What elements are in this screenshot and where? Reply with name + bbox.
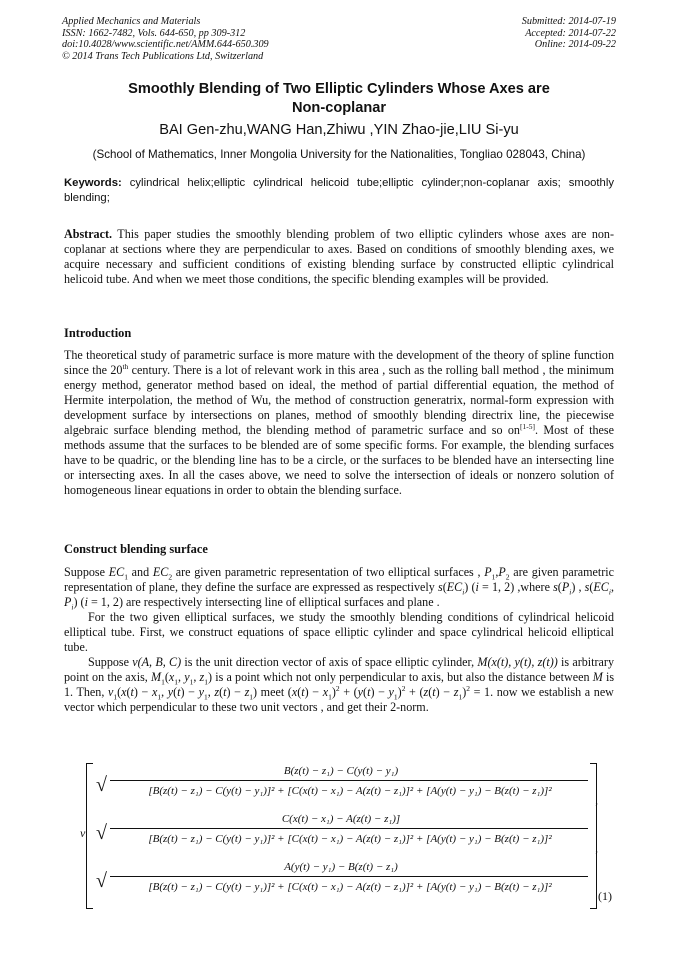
title-line-2: Non-coplanar (291, 100, 387, 116)
authors: BAI Gen-zhu,WANG Han,Zhiwu ,YIN Zhao-jie,LIU Si-yu (159, 122, 519, 138)
fraction-3: A(y(t) − y₁) − B(z(t) − z₁) √ [B(z(t) − z₁) − C(y(t) − y₁)]² + [C(x(t) − x₁) − A(z(t) − z₁)]² + [A(y(t) − y₁) − B(z(t) − z₁)]² (94, 860, 588, 896)
abstract-label: Abstract. (64, 227, 113, 241)
title-line-1: Smoothly Blending of Two Elliptic Cylinders Whose Axes are (128, 81, 550, 97)
fraction-2: C(x(t) − x₁) − A(z(t) − z₁)] √ [B(z(t) − z₁) − C(y(t) − y₁)]² + [C(x(t) − x₁) − A(z(t) − z₁)]² + [A(y(t) − y₁) − B(z(t) − z₁)]² , (96, 813, 598, 855)
keywords (64, 176, 614, 206)
keywords-label: Keywords: (64, 177, 122, 189)
paper-title (60, 80, 618, 118)
copyright-line: © 2014 Trans Tech Publications Ltd, Switzerland (62, 50, 264, 62)
issn-line: ISSN: 1662-7482, Vols. 644-650, pp 309-312 (62, 27, 246, 39)
denominator-3: [B(z(t) − z₁) − C(y(t) − y₁)]² + [C(x(t) − x₁) − A(z(t) − z₁)]² + [A(y(t) − y₁) − B(z(t) − z₁)]² (148, 881, 552, 893)
construct-heading: Construct blending surface (64, 542, 208, 556)
left-bracket (86, 763, 93, 909)
introduction-heading: Introduction (64, 326, 132, 340)
equation-vector-symbol: v (80, 826, 86, 840)
submitted-date: Submitted: 2014-07-19 (521, 16, 616, 27)
keywords-text: cylindrical helix;elliptic cylindrical helicoid tube;elliptic cylinder;non-coplanar axis; smoothly blending; (64, 177, 614, 204)
fraction-1: B(z(t) − z₁) − C(y(t) − y₁) √ [B(z(t) − z₁) − C(y(t) − y₁)]² + [C(x(t) − x₁) − A(z(t) − z₁)]² + [A(y(t) − y₁) − B(z(t) − z₁)]² , (96, 765, 598, 807)
journal-name: Applied Mechanics and Materials (62, 16, 201, 27)
affiliation: (School of Mathematics, Inner Mongolia University for the Nationalities, Tongliao 028043, China) (92, 148, 586, 161)
construct-paragraph-1: Suppose $EC_1$ and $EC_2$ are given parametric representation of two elliptical surfaces , $P_1,P_2$ are given parametric representation of plane, they define the surface are expressed as respectively $s(EC_i) (i = 1$, 2) ,where $s(P_i)$ , $s(EC_i$, $P_i$) (i = 1, 2) are respectively intersecting line of elliptical surfaces and plane . (64, 565, 615, 612)
denominator-2: [B(z(t) − z₁) − C(y(t) − y₁)]² + [C(x(t) − x₁) − A(z(t) − z₁)]² + [A(y(t) − y₁) − B(z(t) − z₁)]² (148, 833, 552, 845)
denominator-1: [B(z(t) − z₁) − C(y(t) − y₁)]² + [C(x(t) − x₁) − A(z(t) − z₁)]² + [A(y(t) − y₁) − B(z(t) − z₁)]² (148, 785, 552, 797)
equation-1 (80, 760, 620, 910)
online-date: Online: 2014-09-22 (534, 39, 616, 51)
abstract-text: This paper studies the smoothly blending problem of two elliptic cylinders whose axes are non-coplanar at sections where they are perpendicular to axes. Based on conditions of smoothly blending axes, we acquire necessary and sufficient conditions of existing blending surface by constructed elliptic cylindrical helicoid tube. And when we meet those conditions, the specific blending examples will be provided. (64, 227, 614, 286)
construct-paragraph-2: For the two given elliptical surfaces, we study the smoothly blending conditions of cylindrical helicoid elliptical tube. First, we construct equations of space elliptic cylinder and space cylindrical helicoid elliptical tube. (64, 610, 614, 654)
citation: [1-5] (519, 421, 535, 431)
construct-section (64, 565, 614, 715)
numerator-2: C(x(t) − x₁) − A(z(t) − z₁)] (281, 813, 401, 825)
abstract (64, 227, 614, 287)
journal-info (62, 16, 269, 62)
submission-dates (522, 16, 616, 51)
construct-paragraph-3: Suppose v(A, B, C) is the unit direction vector of axis of space elliptic cylinder, M(x(t), y(t), z(t)) is arbitrary point on the axis, $M_1(x_1$, $y_1$, $z_1$) is a point which not only perpendicular to axis, but also the distance between M is 1. Then, $v_1(x(t) - x_1$, $y(t) - y_1$, $z(t) - z_1$) meet $(x(t) - x_1)^2 + (y(t) - y_1)^2 + (z(t) - z_1)^2 = 1$. now we establish a new vector which perpendicular to these two unit vectors , and get their 2-norm. (64, 655, 615, 714)
accepted-date: Accepted: 2014-07-22 (525, 27, 616, 39)
doi-line: doi:10.4028/www.scientific.net/AMM.644-650.309 (62, 39, 269, 51)
introduction-paragraph: The theoretical study of parametric surface is more mature with the development of the theory of spline function since the 20th century. There is a lot of relevant work in this area , such as the rolling ball method , the minimum energy method, generator method based on ideal, the method of partial differential equation, the method of Hermite interpolation, the method of Wu, the method of construction generatrix, normal-form expression with development surface by intersections on planes, method of smoothly blending directrix line, the piecewise algebraic surface blending method, the blending method of parametric surface and so on[1-5]. Most of these methods assume that the surfaces to be blended are of some specific forms. For example, the blending surfaces have to be quadric, or the blending line has to be a circle, or the surfaces to be blended have an intersecting line or intersecting axes. In all the cases above, we need to solve the intersection of ideals or nonzero solution of homogeneous linear equations in order to obtain the blending surface. (64, 348, 615, 497)
numerator-3: A(y(t) − y₁) − B(z(t) − z₁) (284, 861, 398, 873)
numerator-1: B(z(t) − z₁) − C(y(t) − y₁) (283, 765, 399, 777)
right-bracket (590, 763, 597, 909)
equation-number: (1) (598, 889, 612, 903)
